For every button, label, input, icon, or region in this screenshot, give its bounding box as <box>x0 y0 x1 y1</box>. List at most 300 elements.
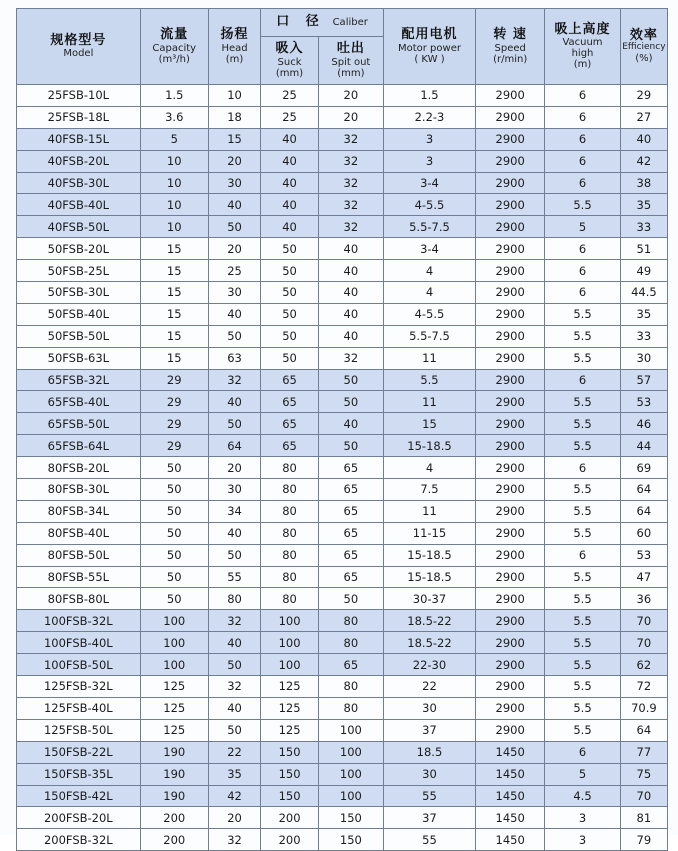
table-row <box>17 106 668 128</box>
cell-head: 50 <box>208 719 260 741</box>
table-row <box>17 522 668 544</box>
cell-capacity: 190 <box>140 763 208 785</box>
table-row <box>17 194 668 216</box>
table-row <box>17 128 668 150</box>
cell-model: 40FSB-50L <box>17 216 141 238</box>
cell-head: 20 <box>208 150 260 172</box>
cell-head: 40 <box>208 194 260 216</box>
header-speed <box>476 9 545 85</box>
cell-vacuum-high: 5.5 <box>545 347 620 369</box>
header-speed-zh: 转 速 <box>493 27 527 43</box>
header-vacuum-zh: 吸上高度 <box>554 21 611 37</box>
cell-spit-out: 80 <box>318 632 383 654</box>
cell-motor-power: 5.5-7.5 <box>383 325 475 347</box>
cell-suck: 50 <box>261 325 319 347</box>
cell-vacuum-high: 5.5 <box>545 676 620 698</box>
cell-model: 50FSB-50L <box>17 325 141 347</box>
cell-speed: 2900 <box>476 544 545 566</box>
cell-vacuum-high: 6 <box>545 128 620 150</box>
header-motor <box>383 9 475 85</box>
cell-efficiency: 30 <box>620 347 667 369</box>
cell-suck: 80 <box>261 544 319 566</box>
cell-efficiency: 44.5 <box>620 282 667 304</box>
table-row <box>17 369 668 391</box>
cell-speed: 2900 <box>476 457 545 479</box>
cell-spit-out: 65 <box>318 457 383 479</box>
cell-suck: 25 <box>261 106 319 128</box>
cell-suck: 50 <box>261 260 319 282</box>
cell-capacity: 200 <box>140 807 208 829</box>
header-efficiency-unit: (%) <box>635 53 653 65</box>
cell-model: 50FSB-30L <box>17 282 141 304</box>
cell-vacuum-high: 6 <box>545 544 620 566</box>
cell-speed: 2900 <box>476 588 545 610</box>
cell-spit-out: 80 <box>318 697 383 719</box>
cell-vacuum-high: 5.5 <box>545 697 620 719</box>
cell-model: 80FSB-20L <box>17 457 141 479</box>
cell-suck: 150 <box>261 785 319 807</box>
cell-spit-out: 80 <box>318 676 383 698</box>
cell-efficiency: 79 <box>620 829 667 851</box>
cell-efficiency: 44 <box>620 435 667 457</box>
header-capacity <box>140 9 208 85</box>
cell-vacuum-high: 5.5 <box>545 435 620 457</box>
cell-speed: 1450 <box>476 807 545 829</box>
cell-vacuum-high: 3 <box>545 829 620 851</box>
cell-head: 40 <box>208 632 260 654</box>
table-row <box>17 610 668 632</box>
header-head <box>208 9 260 85</box>
cell-head: 20 <box>208 457 260 479</box>
cell-vacuum-high: 4.5 <box>545 785 620 807</box>
cell-efficiency: 27 <box>620 106 667 128</box>
header-vacuum-unit: (m) <box>573 59 592 71</box>
table-row <box>17 588 668 610</box>
cell-efficiency: 51 <box>620 238 667 260</box>
table-row <box>17 282 668 304</box>
header-suck-en: Suck <box>277 56 302 68</box>
cell-model: 65FSB-40L <box>17 391 141 413</box>
cell-motor-power: 3 <box>383 150 475 172</box>
cell-motor-power: 3-4 <box>383 238 475 260</box>
header-spit-zh: 吐出 <box>336 41 365 57</box>
cell-spit-out: 40 <box>318 413 383 435</box>
cell-efficiency: 70 <box>620 610 667 632</box>
header-vacuum <box>545 9 620 85</box>
cell-motor-power: 15-18.5 <box>383 435 475 457</box>
cell-speed: 2900 <box>476 347 545 369</box>
cell-spit-out: 65 <box>318 654 383 676</box>
cell-efficiency: 40 <box>620 128 667 150</box>
cell-head: 50 <box>208 544 260 566</box>
cell-motor-power: 4 <box>383 260 475 282</box>
cell-motor-power: 22-30 <box>383 654 475 676</box>
cell-motor-power: 37 <box>383 719 475 741</box>
cell-efficiency: 81 <box>620 807 667 829</box>
cell-model: 50FSB-63L <box>17 347 141 369</box>
cell-head: 50 <box>208 413 260 435</box>
cell-spit-out: 32 <box>318 216 383 238</box>
table-row <box>17 347 668 369</box>
cell-speed: 2900 <box>476 369 545 391</box>
cell-capacity: 10 <box>140 172 208 194</box>
cell-suck: 40 <box>261 172 319 194</box>
cell-suck: 80 <box>261 457 319 479</box>
cell-spit-out: 150 <box>318 807 383 829</box>
cell-suck: 50 <box>261 303 319 325</box>
cell-head: 50 <box>208 654 260 676</box>
cell-head: 50 <box>208 216 260 238</box>
cell-model: 25FSB-10L <box>17 85 141 107</box>
cell-model: 40FSB-30L <box>17 172 141 194</box>
cell-model: 25FSB-18L <box>17 106 141 128</box>
cell-head: 40 <box>208 391 260 413</box>
cell-motor-power: 30-37 <box>383 588 475 610</box>
cell-speed: 2900 <box>476 610 545 632</box>
cell-model: 80FSB-80L <box>17 588 141 610</box>
cell-motor-power: 4-5.5 <box>383 303 475 325</box>
cell-motor-power: 37 <box>383 807 475 829</box>
cell-head: 25 <box>208 260 260 282</box>
cell-efficiency: 53 <box>620 391 667 413</box>
header-model-en: Model <box>63 48 94 60</box>
cell-speed: 2900 <box>476 391 545 413</box>
cell-model: 150FSB-35L <box>17 763 141 785</box>
table-row <box>17 325 668 347</box>
header-suck <box>261 37 319 85</box>
cell-vacuum-high: 6 <box>545 150 620 172</box>
cell-motor-power: 5.5-7.5 <box>383 216 475 238</box>
cell-spit-out: 150 <box>318 829 383 851</box>
cell-head: 40 <box>208 303 260 325</box>
cell-head: 20 <box>208 807 260 829</box>
cell-capacity: 50 <box>140 457 208 479</box>
cell-head: 64 <box>208 435 260 457</box>
cell-model: 40FSB-15L <box>17 128 141 150</box>
cell-spit-out: 32 <box>318 128 383 150</box>
table-row <box>17 303 668 325</box>
cell-model: 65FSB-64L <box>17 435 141 457</box>
cell-efficiency: 70 <box>620 785 667 807</box>
cell-capacity: 50 <box>140 500 208 522</box>
cell-capacity: 3.6 <box>140 106 208 128</box>
header-caliber-en: Caliber <box>332 17 368 29</box>
cell-speed: 1450 <box>476 763 545 785</box>
cell-speed: 2900 <box>476 303 545 325</box>
cell-speed: 2900 <box>476 85 545 107</box>
cell-capacity: 100 <box>140 654 208 676</box>
cell-head: 55 <box>208 566 260 588</box>
cell-spit-out: 20 <box>318 106 383 128</box>
cell-spit-out: 50 <box>318 588 383 610</box>
cell-motor-power: 4-5.5 <box>383 194 475 216</box>
cell-model: 50FSB-40L <box>17 303 141 325</box>
header-efficiency-en: Efficiency <box>622 42 666 53</box>
cell-spit-out: 20 <box>318 85 383 107</box>
cell-motor-power: 3 <box>383 128 475 150</box>
cell-capacity: 50 <box>140 588 208 610</box>
cell-speed: 2900 <box>476 260 545 282</box>
cell-motor-power: 4 <box>383 282 475 304</box>
cell-motor-power: 18.5-22 <box>383 610 475 632</box>
cell-efficiency: 46 <box>620 413 667 435</box>
cell-capacity: 15 <box>140 347 208 369</box>
cell-motor-power: 3-4 <box>383 172 475 194</box>
cell-model: 100FSB-50L <box>17 654 141 676</box>
cell-suck: 40 <box>261 128 319 150</box>
cell-spit-out: 40 <box>318 238 383 260</box>
table-row <box>17 216 668 238</box>
cell-vacuum-high: 5.5 <box>545 588 620 610</box>
cell-spit-out: 32 <box>318 150 383 172</box>
cell-motor-power: 15 <box>383 413 475 435</box>
cell-capacity: 50 <box>140 479 208 501</box>
cell-vacuum-high: 5.5 <box>545 325 620 347</box>
header-capacity-unit: (m³/h) <box>158 53 190 65</box>
cell-motor-power: 22 <box>383 676 475 698</box>
cell-model: 80FSB-34L <box>17 500 141 522</box>
cell-vacuum-high: 6 <box>545 172 620 194</box>
cell-head: 32 <box>208 676 260 698</box>
cell-speed: 2900 <box>476 566 545 588</box>
cell-head: 32 <box>208 369 260 391</box>
cell-speed: 2900 <box>476 128 545 150</box>
cell-motor-power: 5.5 <box>383 369 475 391</box>
cell-model: 100FSB-40L <box>17 632 141 654</box>
cell-spit-out: 100 <box>318 785 383 807</box>
cell-vacuum-high: 6 <box>545 282 620 304</box>
cell-motor-power: 18.5-22 <box>383 632 475 654</box>
cell-spit-out: 65 <box>318 544 383 566</box>
cell-motor-power: 15-18.5 <box>383 544 475 566</box>
cell-vacuum-high: 5 <box>545 763 620 785</box>
header-vacuum-en: Vacuum <box>562 37 603 49</box>
cell-model: 125FSB-40L <box>17 697 141 719</box>
cell-efficiency: 53 <box>620 544 667 566</box>
header-head-zh: 扬程 <box>220 27 249 43</box>
cell-head: 22 <box>208 741 260 763</box>
cell-head: 80 <box>208 588 260 610</box>
cell-model: 80FSB-40L <box>17 522 141 544</box>
cell-vacuum-high: 5.5 <box>545 391 620 413</box>
cell-spit-out: 40 <box>318 282 383 304</box>
table-row <box>17 807 668 829</box>
cell-capacity: 100 <box>140 610 208 632</box>
cell-suck: 80 <box>261 588 319 610</box>
cell-model: 200FSB-20L <box>17 807 141 829</box>
cell-speed: 2900 <box>476 106 545 128</box>
cell-spit-out: 65 <box>318 479 383 501</box>
cell-motor-power: 11 <box>383 500 475 522</box>
cell-suck: 125 <box>261 697 319 719</box>
cell-head: 50 <box>208 325 260 347</box>
header-spit <box>318 37 383 85</box>
cell-suck: 100 <box>261 632 319 654</box>
cell-suck: 65 <box>261 369 319 391</box>
header-suck-unit: (mm) <box>275 67 304 79</box>
table-row <box>17 654 668 676</box>
table-row <box>17 150 668 172</box>
cell-vacuum-high: 5.5 <box>545 566 620 588</box>
cell-motor-power: 55 <box>383 785 475 807</box>
cell-speed: 2900 <box>476 413 545 435</box>
cell-capacity: 29 <box>140 369 208 391</box>
cell-efficiency: 38 <box>620 172 667 194</box>
cell-head: 35 <box>208 763 260 785</box>
cell-efficiency: 77 <box>620 741 667 763</box>
header-head-en: Head <box>221 42 248 54</box>
header-caliber <box>261 9 384 37</box>
cell-vacuum-high: 6 <box>545 238 620 260</box>
table-row <box>17 238 668 260</box>
cell-capacity: 15 <box>140 325 208 347</box>
cell-capacity: 10 <box>140 150 208 172</box>
cell-suck: 40 <box>261 194 319 216</box>
cell-suck: 40 <box>261 150 319 172</box>
cell-efficiency: 70 <box>620 632 667 654</box>
cell-motor-power: 30 <box>383 697 475 719</box>
cell-vacuum-high: 6 <box>545 260 620 282</box>
cell-suck: 65 <box>261 391 319 413</box>
cell-model: 150FSB-22L <box>17 741 141 763</box>
header-efficiency-zh: 效率 <box>629 27 658 43</box>
cell-vacuum-high: 5.5 <box>545 303 620 325</box>
cell-suck: 65 <box>261 413 319 435</box>
cell-head: 63 <box>208 347 260 369</box>
cell-motor-power: 4 <box>383 457 475 479</box>
cell-head: 18 <box>208 106 260 128</box>
header-caliber-zh: 口 径 <box>276 14 325 30</box>
header-speed-en: Speed <box>494 42 526 54</box>
table-body <box>17 85 668 851</box>
table-row <box>17 785 668 807</box>
header-motor-zh: 配用电机 <box>401 27 458 43</box>
table-row <box>17 544 668 566</box>
cell-speed: 2900 <box>476 325 545 347</box>
cell-capacity: 15 <box>140 303 208 325</box>
table-row <box>17 500 668 522</box>
cell-spit-out: 65 <box>318 566 383 588</box>
cell-model: 80FSB-30L <box>17 479 141 501</box>
cell-model: 65FSB-50L <box>17 413 141 435</box>
cell-head: 40 <box>208 697 260 719</box>
header-spit-en: Spit out <box>331 56 371 68</box>
cell-capacity: 15 <box>140 282 208 304</box>
cell-spit-out: 65 <box>318 522 383 544</box>
cell-model: 125FSB-32L <box>17 676 141 698</box>
cell-efficiency: 64 <box>620 500 667 522</box>
cell-efficiency: 64 <box>620 479 667 501</box>
cell-suck: 150 <box>261 741 319 763</box>
cell-suck: 200 <box>261 829 319 851</box>
cell-head: 32 <box>208 829 260 851</box>
cell-suck: 100 <box>261 654 319 676</box>
cell-spit-out: 100 <box>318 741 383 763</box>
table-row <box>17 85 668 107</box>
cell-efficiency: 70.9 <box>620 697 667 719</box>
cell-suck: 50 <box>261 347 319 369</box>
table-header <box>17 9 668 85</box>
cell-speed: 2900 <box>476 522 545 544</box>
cell-head: 42 <box>208 785 260 807</box>
cell-speed: 1450 <box>476 741 545 763</box>
cell-suck: 100 <box>261 610 319 632</box>
cell-speed: 2900 <box>476 282 545 304</box>
cell-spit-out: 40 <box>318 260 383 282</box>
cell-spit-out: 50 <box>318 369 383 391</box>
cell-suck: 50 <box>261 238 319 260</box>
table-row <box>17 763 668 785</box>
cell-efficiency: 33 <box>620 216 667 238</box>
cell-suck: 125 <box>261 676 319 698</box>
cell-speed: 2900 <box>476 676 545 698</box>
header-efficiency <box>620 9 667 85</box>
cell-model: 50FSB-25L <box>17 260 141 282</box>
cell-suck: 25 <box>261 85 319 107</box>
cell-speed: 2900 <box>476 216 545 238</box>
cell-head: 30 <box>208 172 260 194</box>
cell-model: 65FSB-32L <box>17 369 141 391</box>
cell-speed: 2900 <box>476 632 545 654</box>
cell-speed: 2900 <box>476 697 545 719</box>
cell-spit-out: 50 <box>318 391 383 413</box>
cell-spit-out: 32 <box>318 194 383 216</box>
cell-suck: 200 <box>261 807 319 829</box>
cell-vacuum-high: 5.5 <box>545 500 620 522</box>
cell-speed: 1450 <box>476 785 545 807</box>
cell-suck: 40 <box>261 216 319 238</box>
table-row <box>17 741 668 763</box>
cell-vacuum-high: 6 <box>545 457 620 479</box>
cell-spit-out: 100 <box>318 763 383 785</box>
cell-efficiency: 49 <box>620 260 667 282</box>
cell-capacity: 190 <box>140 785 208 807</box>
table-row <box>17 391 668 413</box>
cell-vacuum-high: 5.5 <box>545 479 620 501</box>
cell-spit-out: 65 <box>318 500 383 522</box>
cell-model: 40FSB-20L <box>17 150 141 172</box>
table-row <box>17 435 668 457</box>
cell-capacity: 15 <box>140 260 208 282</box>
cell-speed: 2900 <box>476 172 545 194</box>
cell-vacuum-high: 5 <box>545 216 620 238</box>
cell-motor-power: 11-15 <box>383 522 475 544</box>
table-row <box>17 676 668 698</box>
cell-head: 40 <box>208 522 260 544</box>
cell-motor-power: 55 <box>383 829 475 851</box>
cell-capacity: 29 <box>140 413 208 435</box>
cell-head: 20 <box>208 238 260 260</box>
cell-speed: 1450 <box>476 829 545 851</box>
cell-spit-out: 32 <box>318 172 383 194</box>
cell-head: 30 <box>208 479 260 501</box>
cell-spit-out: 50 <box>318 435 383 457</box>
table-row <box>17 260 668 282</box>
cell-suck: 80 <box>261 522 319 544</box>
cell-head: 32 <box>208 610 260 632</box>
cell-vacuum-high: 5.5 <box>545 610 620 632</box>
header-head-unit: (m) <box>225 53 244 65</box>
table-row <box>17 457 668 479</box>
cell-model: 125FSB-50L <box>17 719 141 741</box>
header-vacuum-en2: high <box>571 48 594 60</box>
cell-capacity: 10 <box>140 194 208 216</box>
table-row <box>17 479 668 501</box>
cell-motor-power: 1.5 <box>383 85 475 107</box>
cell-speed: 2900 <box>476 238 545 260</box>
cell-motor-power: 18.5 <box>383 741 475 763</box>
cell-spit-out: 32 <box>318 347 383 369</box>
